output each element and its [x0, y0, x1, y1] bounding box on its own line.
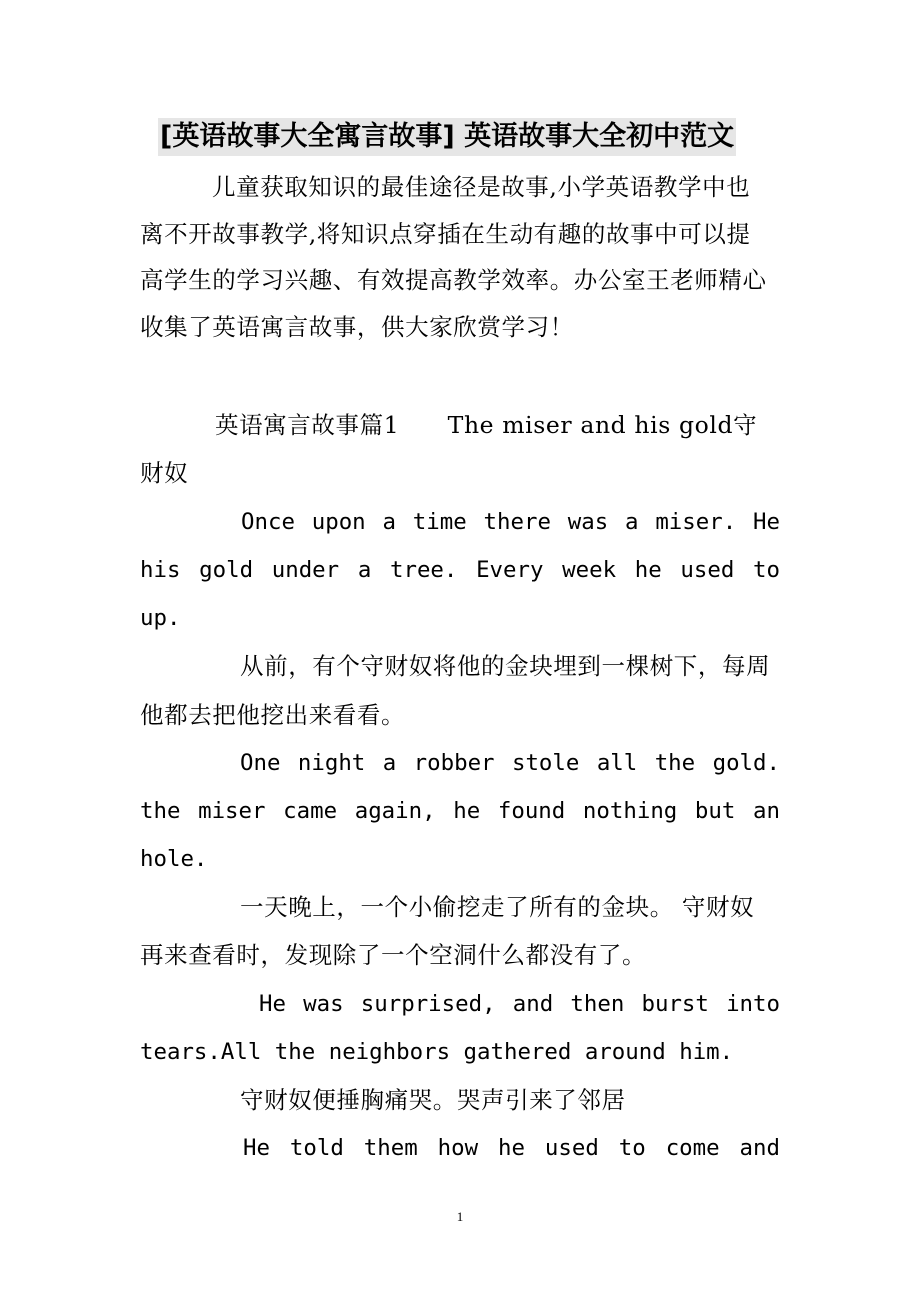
page-number: 1	[456, 1209, 464, 1224]
english-paragraph-line: He was surprised, and then burst into	[259, 991, 780, 1017]
story-heading-continued: 财奴	[140, 459, 189, 487]
english-paragraph-line: hole.	[140, 846, 208, 872]
chinese-paragraph-line: 从前，有个守财奴将他的金块埋到一棵树下，每周	[240, 652, 771, 680]
story-heading: 英语寓言故事篇1 The miser and his gold守	[215, 411, 758, 439]
chinese-paragraph-line: 一天晚上，一个小偷挖走了所有的金块。 守财奴	[240, 893, 755, 921]
english-paragraph-line: his gold under a tree. Every week he used to	[140, 557, 780, 583]
english-paragraph-line: up.	[140, 605, 181, 631]
english-paragraph-line: One night a robber stole all the gold.	[240, 750, 780, 776]
english-paragraph-line: He told them how he used to come and	[243, 1135, 780, 1161]
intro-line: 离不开故事教学,将知识点穿插在生动有趣的故事中可以提	[140, 220, 751, 248]
document-title: [英语故事大全寓言故事] 英语故事大全初中范文	[158, 118, 736, 156]
chinese-paragraph-line: 他都去把他挖出来看看。	[140, 701, 406, 729]
chinese-paragraph-line: 守财奴便捶胸痛哭。哭声引来了邻居	[240, 1086, 626, 1114]
english-paragraph-line: the miser came again, he found nothing but an	[140, 798, 780, 824]
intro-line: 高学生的学习兴趣、有效提高教学效率。办公室王老师精心	[140, 266, 767, 294]
chinese-paragraph-line: 再来查看时，发现除了一个空洞什么都没有了。	[140, 941, 647, 969]
intro-line: 儿童获取知识的最佳途径是故事,小学英语教学中也	[212, 173, 751, 201]
english-paragraph-line: tears.All the neighbors gathered around him.	[140, 1039, 734, 1065]
intro-line: 收集了英语寓言故事，供大家欣赏学习！	[140, 313, 574, 341]
english-paragraph-line: Once upon a time there was a miser. He	[241, 509, 780, 535]
